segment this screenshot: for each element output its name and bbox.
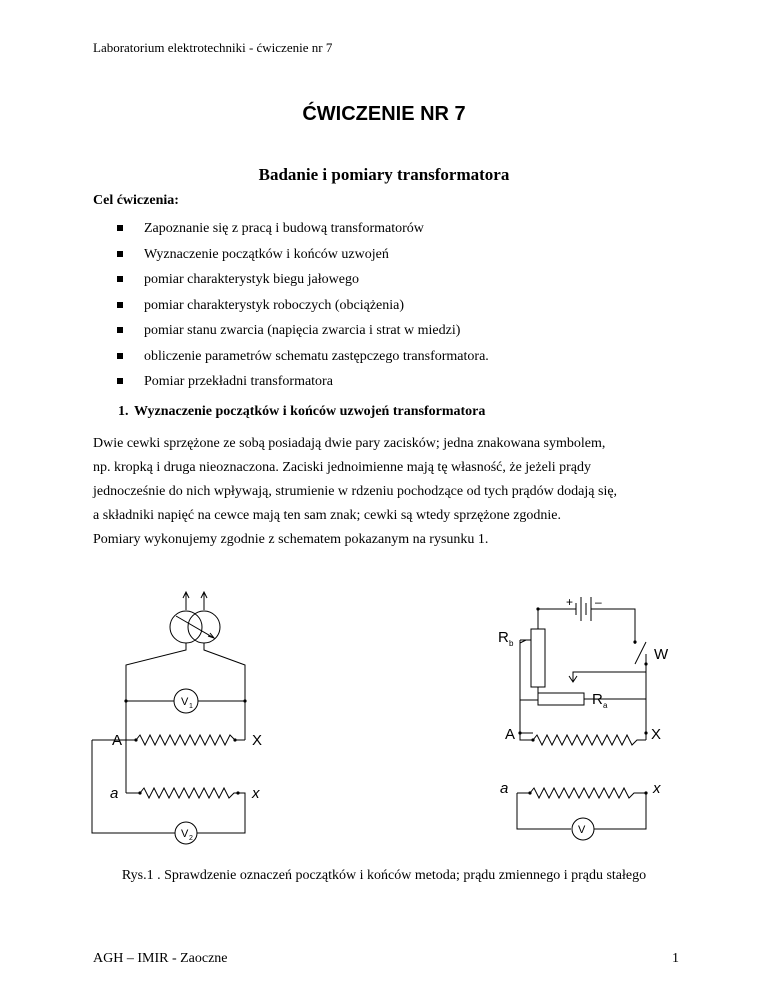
switch-w-icon [635, 642, 646, 664]
transformer-coil-icon [170, 611, 202, 643]
battery-plus: + [566, 595, 574, 609]
transformer-coil-icon [188, 611, 220, 643]
terminal-A-left: A [112, 732, 123, 749]
list-item: pomiar charakterystyk roboczych (obciążenia) [93, 297, 489, 323]
goals-label: Cel ćwiczenia: [93, 193, 179, 208]
terminal-x-right: x [653, 780, 661, 797]
list-item: Zapoznanie się z pracą i budową transformatorów [93, 220, 489, 246]
page-subtitle: Badanie i pomiary transformatora [258, 165, 510, 184]
paragraph-line: jednocześnie do nich wpływają, strumienie w rdzeniu pochodzące od tych prądów dodają się, [93, 484, 618, 499]
bullet-icon [117, 327, 123, 333]
terminal-a-right: a [500, 780, 509, 797]
bullet-icon [117, 251, 123, 257]
paragraph-line: np. kropką i druga nieoznaczona. Zaciski jednoimienne mają tę własność, że jeżeli prądy [93, 460, 591, 475]
resistor-ra-icon [538, 693, 584, 705]
secondary-winding-left [140, 788, 238, 798]
section-number: 1. [118, 404, 129, 419]
page-title: ĆWICZENIE NR 7 [302, 103, 466, 125]
primary-winding-left [136, 735, 235, 745]
v1-label: V [181, 696, 189, 708]
ra-label: R [592, 691, 603, 708]
bullet-icon [117, 378, 123, 384]
ra-sub: a [603, 701, 608, 710]
figure-caption: Rys.1 . Sprawdzenie oznaczeń początków i końców metoda; prądu zmiennego i prądu stałego [121, 868, 647, 883]
v2-label: V [181, 828, 189, 840]
page-header: Laboratorium elektrotechniki - ćwiczenie nr 7 [93, 40, 333, 55]
terminal-x-left: x [252, 785, 260, 802]
left-circuit [92, 592, 262, 844]
section-title: Wyznaczenie początków i końców uzwojeń transformatora [134, 404, 486, 419]
paragraph-line: Pomiary wykonujemy zgodnie z schematem pokazanym na rysunku 1. [93, 532, 489, 547]
list-item: pomiar charakterystyk biegu jałowego [93, 271, 489, 297]
rb-label: R [498, 629, 509, 646]
bullet-icon [117, 302, 123, 308]
bullet-icon [117, 353, 123, 359]
terminal-a-left: a [110, 785, 119, 802]
page-number: 1 [672, 951, 679, 966]
terminal-X-right: X [651, 726, 662, 743]
circuit-diagram [80, 580, 700, 850]
rb-sub: b [509, 639, 514, 648]
list-item: pomiar stanu zwarcia (napięcia zwarcia i strat w miedzi) [93, 322, 489, 348]
body-paragraph [93, 432, 673, 552]
v-label: V [578, 824, 586, 836]
battery-minus: – [595, 595, 602, 609]
v2-sub: 2 [189, 835, 193, 842]
bullet-icon [117, 276, 123, 282]
paragraph-line: Dwie cewki sprzężone ze sobą posiadają dwie pary zacisków; jedna znakowana symbolem, [93, 436, 606, 451]
right-circuit [498, 595, 669, 840]
footer-text: AGH – IMIR - Zaoczne [93, 951, 228, 966]
goals-list [93, 220, 489, 399]
terminal-X-left: X [252, 732, 263, 749]
v1-sub: 1 [189, 703, 193, 710]
bullet-icon [117, 225, 123, 231]
resistor-rb-icon [531, 629, 545, 687]
list-item: Wyznaczenie początków i końców uzwojeń [93, 246, 489, 272]
w-label: W [654, 646, 669, 663]
list-item: obliczenie parametrów schematu zastępczego transformatora. [93, 348, 489, 374]
paragraph-line: a składniki napięć na cewce mają ten sam znak; cewki są wtedy sprzężone zgodnie. [93, 508, 562, 523]
list-item: Pomiar przekładni transformatora [93, 373, 489, 399]
terminal-A-right: A [505, 726, 516, 743]
primary-winding-right [533, 735, 646, 745]
